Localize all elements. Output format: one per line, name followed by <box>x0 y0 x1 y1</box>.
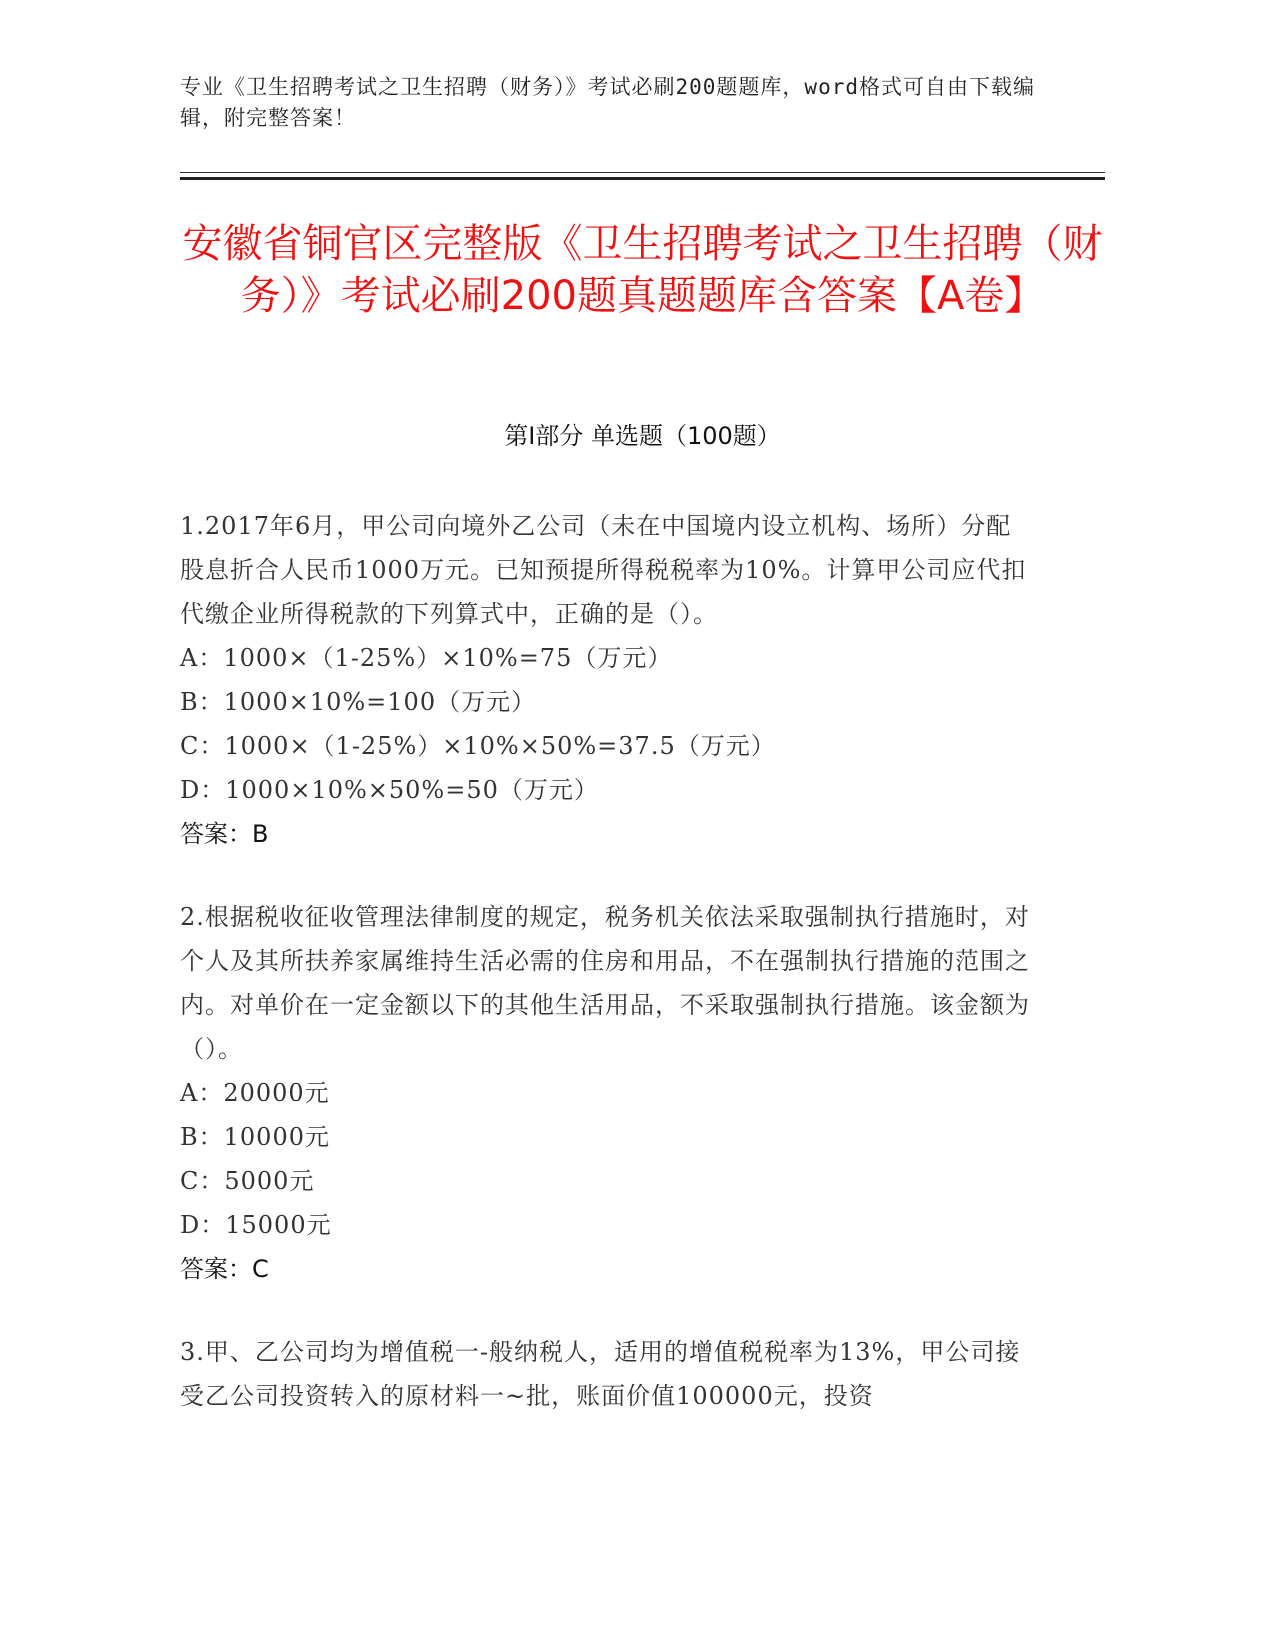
question-3 <box>180 1330 1030 1418</box>
question-2 <box>180 895 1030 1291</box>
document-title: 安徽省铜官区完整版《卫生招聘考试之卫生招聘（财务）》考试必刷200题真题题库含答案【A卷】 <box>182 221 1103 319</box>
question-text: 3.甲、乙公司均为增值税一-般纳税人，适用的增值税税率为13%，甲公司接受乙公司投资转入的原材料一~批，账面价值100000元，投资 <box>180 1338 1021 1410</box>
question-text: 2.根据税收征收管理法律制度的规定，税务机关依法采取强制执行措施时，对个人及其所扶养家属维持生活必需的住房和用品，不在强制执行措施的范围之内。对单价在一定金额以下的其他生活用品，不采取强制执行措施。该金额为（）。 <box>180 903 1030 1063</box>
option-b: B：1000×10%=100（万元） <box>180 688 537 716</box>
header-divider-thin <box>180 172 1105 173</box>
question-1 <box>180 504 1030 856</box>
option-c: C：5000元 <box>180 1167 315 1195</box>
option-c: C：1000×（1-25%）×10%×50%=37.5（万元） <box>180 732 776 760</box>
header-divider-thick <box>180 177 1105 180</box>
option-b: B：10000元 <box>180 1123 330 1151</box>
option-a: A：1000×（1-25%）×10%=75（万元） <box>180 644 673 672</box>
answer: 答案：B <box>180 820 269 848</box>
header-note: 专业《卫生招聘考试之卫生招聘（财务）》考试必刷200题题库，word格式可自由下载编辑，附完整答案！ <box>180 75 1035 130</box>
section-heading: 第Ⅰ部分 单选题（100题） <box>504 422 781 450</box>
option-d: D：1000×10%×50%=50（万元） <box>180 776 599 804</box>
option-a: A：20000元 <box>180 1079 330 1107</box>
question-text: 1.2017年6月，甲公司向境外乙公司（未在中国境内设立机构、场所）分配股息折合人民币1000万元。已知预提所得税税率为10%。计算甲公司应代扣代缴企业所得税款的下列算式中，正确的是（）。 <box>180 512 1027 628</box>
answer: 答案：C <box>180 1255 269 1283</box>
option-d: D：15000元 <box>180 1211 332 1239</box>
